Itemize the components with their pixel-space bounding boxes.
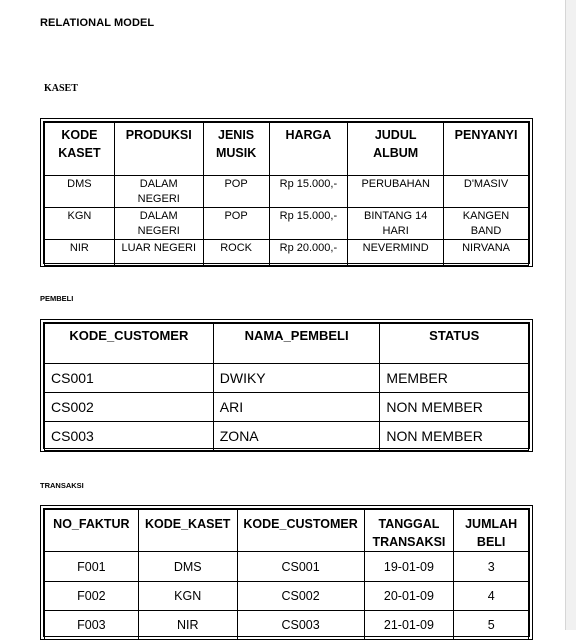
- transaksi-section-label: TRANSAKSI: [40, 481, 84, 490]
- table-cell: CS003: [45, 422, 214, 451]
- table-cell: CS002: [45, 393, 214, 422]
- table-cell: 19-01-09: [364, 552, 454, 582]
- table-row: [45, 364, 529, 393]
- column-header: KODE KASET: [45, 123, 115, 176]
- table-row: [45, 208, 529, 240]
- table-cell: F002: [45, 582, 139, 611]
- table-cell: 21-01-09: [364, 611, 454, 640]
- table-cell: POP: [203, 176, 269, 208]
- column-header: JENIS MUSIK: [203, 123, 269, 176]
- table-cell: LUAR NEGERI: [114, 240, 203, 266]
- table-cell: DWIKY: [213, 364, 380, 393]
- column-header: PENYANYI: [444, 123, 529, 176]
- table-cell: D'MASIV: [444, 176, 529, 208]
- table-cell: Rp 15.000,-: [269, 176, 348, 208]
- table-cell: 3: [454, 552, 529, 582]
- table-cell: CS003: [237, 611, 364, 640]
- table-cell: Rp 15.000,-: [269, 208, 348, 240]
- table-cell: DALAM NEGERI: [114, 176, 203, 208]
- table-cell: NON MEMBER: [380, 393, 529, 422]
- table-cell: CS001: [45, 364, 214, 393]
- transaksi-table: [44, 509, 529, 640]
- table-cell: BINTANG 14 HARI: [348, 208, 444, 240]
- column-header: KODE_KASET: [138, 510, 237, 552]
- table-cell: NEVERMIND: [348, 240, 444, 266]
- column-header: JUDUL ALBUM: [348, 123, 444, 176]
- table-cell: 20-01-09: [364, 582, 454, 611]
- table-header-row: [45, 510, 529, 552]
- table-cell: ROCK: [203, 240, 269, 266]
- column-header: KODE_CUSTOMER: [45, 324, 214, 364]
- table-row: [45, 582, 529, 611]
- table-cell: 4: [454, 582, 529, 611]
- table-row: [45, 393, 529, 422]
- table-cell: KGN: [138, 582, 237, 611]
- table-cell: 5: [454, 611, 529, 640]
- table-cell: KANGEN BAND: [444, 208, 529, 240]
- table-cell: Rp 20.000,-: [269, 240, 348, 266]
- column-header: STATUS: [380, 324, 529, 364]
- column-header: KODE_CUSTOMER: [237, 510, 364, 552]
- table-row: [45, 240, 529, 266]
- table-cell: NIR: [45, 240, 115, 266]
- column-header: TANGGAL TRANSAKSI: [364, 510, 454, 552]
- column-header: NO_FAKTUR: [45, 510, 139, 552]
- table-cell: MEMBER: [380, 364, 529, 393]
- pembeli-table: [44, 323, 529, 451]
- table-cell: DALAM NEGERI: [114, 208, 203, 240]
- table-cell: F003: [45, 611, 139, 640]
- table-cell: DMS: [45, 176, 115, 208]
- table-cell: ZONA: [213, 422, 380, 451]
- table-cell: KGN: [45, 208, 115, 240]
- pembeli-section-label: PEMBELI: [40, 294, 74, 303]
- table-cell: CS002: [237, 582, 364, 611]
- kaset-section-label: KASET: [44, 83, 78, 94]
- column-header: HARGA: [269, 123, 348, 176]
- column-header: NAMA_PEMBELI: [213, 324, 380, 364]
- pembeli-table-frame: [40, 319, 533, 452]
- kaset-table-frame: [40, 118, 533, 267]
- table-cell: PERUBAHAN: [348, 176, 444, 208]
- table-header-row: [45, 324, 529, 364]
- table-cell: DMS: [138, 552, 237, 582]
- column-header: JUMLAH BELI: [454, 510, 529, 552]
- table-row: [45, 611, 529, 640]
- column-header: PRODUKSI: [114, 123, 203, 176]
- table-cell: CS001: [237, 552, 364, 582]
- table-cell: NON MEMBER: [380, 422, 529, 451]
- page-margin-shade: [566, 0, 576, 630]
- transaksi-table-frame: [40, 505, 533, 640]
- table-row: [45, 422, 529, 451]
- table-row: [45, 176, 529, 208]
- table-cell: NIR: [138, 611, 237, 640]
- table-cell: ARI: [213, 393, 380, 422]
- table-row: [45, 552, 529, 582]
- document-title: RELATIONAL MODEL: [40, 17, 155, 29]
- table-cell: POP: [203, 208, 269, 240]
- table-cell: NIRVANA: [444, 240, 529, 266]
- kaset-table: [44, 122, 529, 266]
- table-header-row: [45, 123, 529, 176]
- table-cell: F001: [45, 552, 139, 582]
